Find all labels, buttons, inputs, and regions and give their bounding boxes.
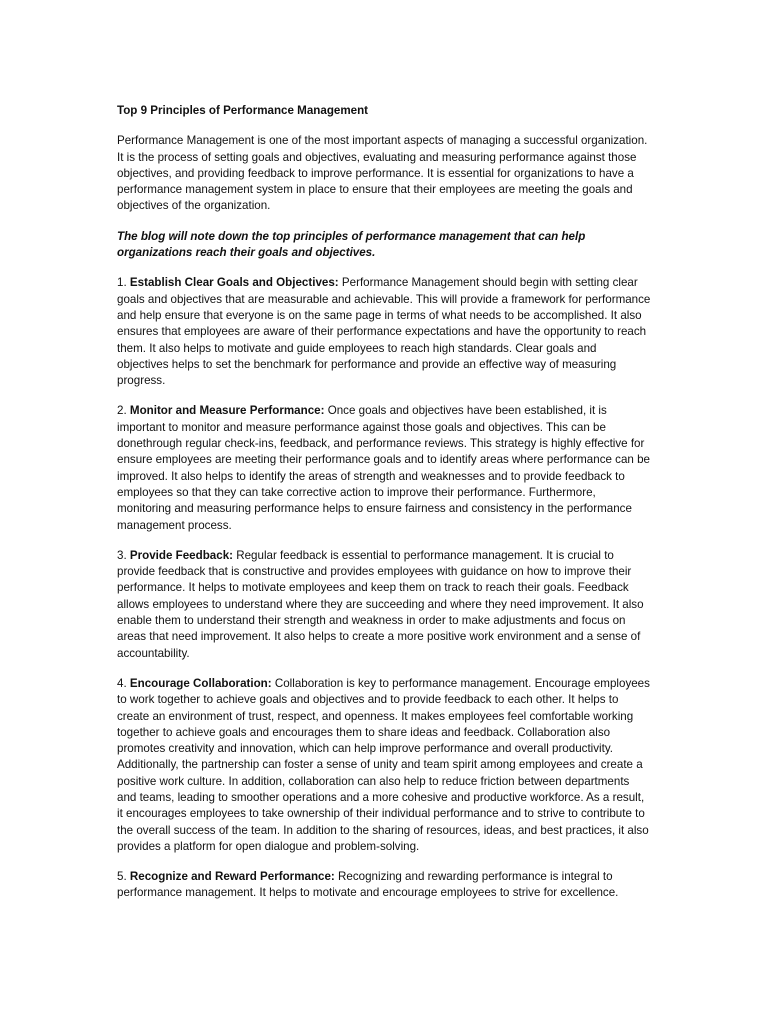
principle-5-body: Recognizing and rewarding performance is integral to performance management. It helps to motivate and encourage employees to strive for excellence.: [117, 870, 619, 900]
document-title: Top 9 Principles of Performance Management: [117, 104, 369, 117]
principle-2: [117, 403, 651, 533]
principle-4-body: Collaboration is key to performance management. Encourage employees to work together to achieve goals and objectives and to provide feedback to each other. It helps to create an environment of trust, respect, and openness. It makes employees feel comfortable working together to achieve goals and encourages them to share ideas and feedback. Collaboration also promotes creativity and innovation, which can help improve performance and overall productivity. Additionally, the partnership can foster a sense of unity and team spirit among employees and create a positive work culture. In addition, collaboration can also help to reduce friction between departments and teams, leading to smoother operations and a more cohesive and productive workforce. As a result, it encourages employees to take ownership of their individual performance and to strive to contribute to the overall success of the team. In addition to the sharing of resources, ideas, and best practices, it also provides a platform for open dialogue and problem-solving.: [117, 676, 650, 853]
principle-3-number: 3.: [117, 548, 127, 562]
emphasis-paragraph: The blog will note down the top principles of performance management that can help organizations reach their goals and objectives.: [117, 229, 586, 260]
intro-paragraph: Performance Management is one of the most important aspects of managing a successful organization. It is the process of setting goals and objectives, evaluating and measuring performance against those objectives, and providing feedback to improve performance. It is essential for organizations to have a performance management system in place to ensure that their employees are meeting the goals and objectives of the organization.: [117, 134, 648, 213]
principle-2-heading: Monitor and Measure Performance:: [129, 404, 325, 418]
principle-1: [117, 275, 651, 389]
principle-3-heading: Provide Feedback:: [129, 548, 233, 562]
principle-4: [117, 676, 651, 855]
principle-5-heading: Recognize and Reward Performance:: [129, 870, 335, 884]
principle-5: [117, 869, 651, 902]
principle-2-body: Once goals and objectives have been established, it is important to monitor and measure performance against those goals and objectives. This can be donethrough regular check-ins, feedback, and performance reviews. This strategy is highly effective for ensure employees are meeting their performance goals and to identify areas where performance can be improved. It also helps to identify the areas of strength and weaknesses and to provide feedback to employees so that they can take corrective action to improve their performance. Furthermore, monitoring and measuring performance helps to ensure fairness and consistency in the performance management process.: [117, 404, 650, 532]
principle-4-number: 4.: [117, 676, 127, 690]
principle-5-number: 5.: [117, 870, 127, 884]
principle-4-heading: Encourage Collaboration:: [129, 676, 272, 690]
principle-1-heading: Establish Clear Goals and Objectives:: [129, 276, 339, 290]
principle-1-number: 1.: [117, 276, 127, 290]
principle-2-number: 2.: [117, 404, 127, 418]
principle-1-body: Performance Management should begin with setting clear goals and objectives that are measurable and achievable. This will provide a framework for performance and help ensure that everyone is on the same page in terms of what needs to be accomplished. It also ensures that employees are aware of their performance expectations and have the opportunity to reach them. It also helps to motivate and guide employees to reach high standards. Clear goals and objectives helps to set the benchmark for performance and provide an effective way of measuring progress.: [117, 276, 651, 388]
principle-3: [117, 548, 651, 662]
document-body: [117, 103, 651, 916]
principle-3-body: Regular feedback is essential to performance management. It is crucial to provide feedback that is constructive and provides employees with guidance on how to improve their performance. It helps to motivate employees and keep them on track to reach their goals. Feedback allows employees to understand where they are succeeding and where they need improvement. It also enable them to understand their strength and weakness in order to make adjustments and focus on areas that need improvement. It also helps to create a more positive work environment and a sense of accountability.: [117, 548, 644, 660]
